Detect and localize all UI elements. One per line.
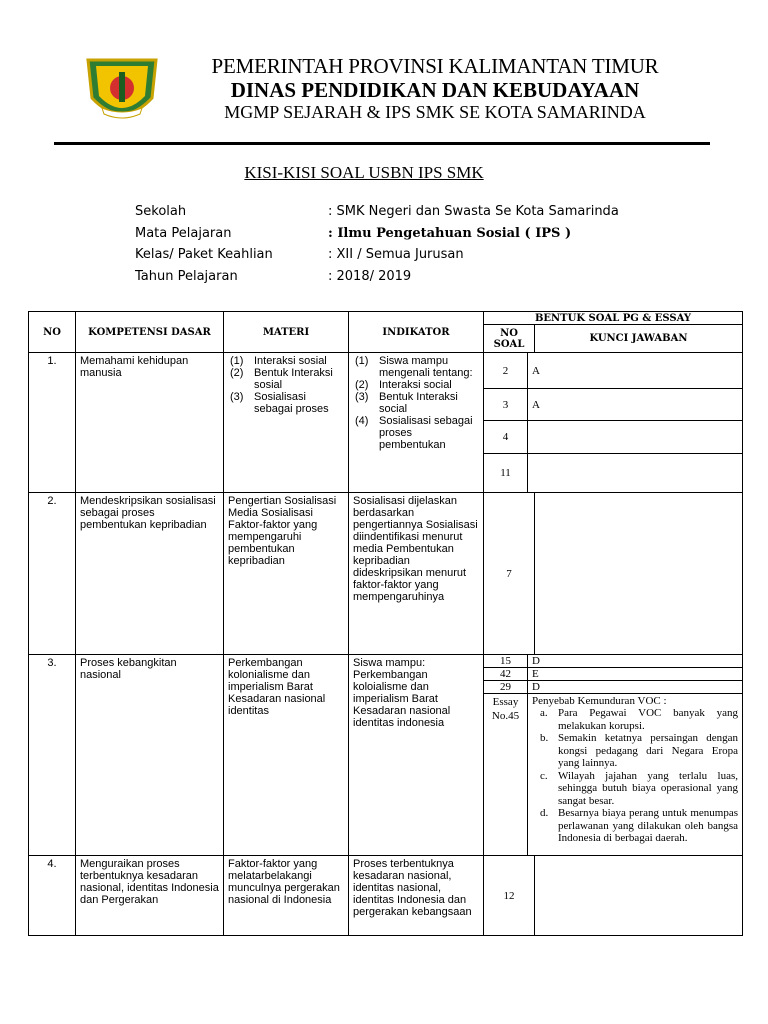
document-title: KISI-KISI SOAL USBN IPS SMK [244,163,484,182]
header-line-3: MGMP SEJARAH & IPS SMK SE KOTA SAMARINDA [224,102,646,122]
list-item: (2) Interaksi social [355,379,452,391]
header-no-soal: NO SOAL [484,325,535,353]
meta-label: Kelas/ Paket Keahlian [135,247,273,262]
indikator-cell: Proses terbentuknya kesadaran nasional, identitas nasional, identitas Indonesia dan pergerakan kebangsaan [353,858,472,918]
meta-label: Mata Pelajaran [135,226,232,241]
essay-number: Essay No.45 [484,694,528,856]
meta-label: Tahun Pelajaran [135,269,238,284]
answer-key: A [528,353,743,389]
row-number: 2. [47,495,57,507]
list-item: (3) Bentuk Interaksi social [355,391,458,415]
answer-key [528,453,743,492]
materi-cell: Perkembangan kolonialisme dan imperialism Barat Kesadaran nasional identitas [228,657,326,717]
list-item: (3) Sosialisasi sebagai proses [230,391,329,415]
header-kompetensi-dasar: KOMPETENSI DASAR [76,312,224,353]
soal-number: 7 [506,567,512,580]
kompetensi-dasar-cell: Mendeskripsikan sosialisasi sebagai proses pembentukan kepribadian [80,495,216,531]
list-item: c. Wilayah jajahan yang terlalu luas, sehingga butuh biaya operasional yang sangat besar. [540,769,738,807]
row-number: 1. [47,355,57,367]
soal-number: 42 [484,668,528,681]
header-bentuk-soal: BENTUK SOAL PG & ESSAY [484,312,743,325]
meta-label: Sekolah [135,204,187,219]
answer-subtable [484,655,742,855]
kompetensi-dasar-cell: Memahami kehidupan manusia [80,355,189,379]
provincial-emblem-icon [82,50,162,130]
essay-answer [528,694,743,856]
answer-key: D [528,655,743,668]
meta-value: : SMK Negeri dan Swasta Se Kota Samarinda [328,204,619,219]
list-item: (1) Siswa mampu mengenali tentang: [355,355,473,379]
header-indikator: INDIKATOR [349,312,484,353]
answer-key: A [528,389,743,421]
indikator-cell: Sosialisasi dijelaskan berdasarkan pengertiannya Sosialisasi diindentifikasi menurut media Pembentukan kepribadian dideskripsikan menurut faktor-faktor yang mempengaruhinya [353,495,478,603]
meta-value: : XII / Semua Jurusan [328,247,464,262]
indikator-cell: Siswa mampu: Perkembangan koloialisme dan imperialism Barat Kesadaran nasional identitas indonesia [353,657,451,729]
kompetensi-dasar-cell: Menguraikan proses terbentuknya kesadaran nasional, identitas Indonesia dan Pergerakan [80,858,219,906]
materi-list [228,355,344,415]
table-row [29,856,743,936]
materi-cell: Faktor-faktor yang melatarbelakangi munculnya pergerakan nasional di Indonesia [228,858,340,906]
list-item: a. Para Pegawai VOC banyak yang melakukan korupsi. [540,707,738,732]
kompetensi-dasar-cell: Proses kebangkitan nasional [80,657,177,681]
header-line-2: DINAS PENDIDIKAN DAN KEBUDAYAAN [230,78,640,102]
soal-number: 15 [484,655,528,668]
header-no: NO [29,312,76,353]
soal-number: 4 [484,421,528,453]
list-item: b. Semakin ketatnya persaingan dengan kongsi pedagang dari Negara Eropa yang lainnya. [540,732,738,769]
list-item: (4) Sosialisasi sebagai proses pembentukan [355,415,473,451]
meta-value: : Ilmu Pengetahuan Sosial ( IPS ) [328,226,572,241]
list-item: d. Besarnya biaya perang untuk menumpas perlawanan yang dilakukan oleh bangsa Indonesia di berbagai daerah. [540,807,738,844]
materi-cell: Pengertian Sosialisasi Media Sosialisasi Faktor-faktor yang mempengaruhi pembentukan kepribadian [228,495,337,567]
header-line-1: PEMERINTAH PROVINSI KALIMANTAN TIMUR [211,54,659,78]
table-row [29,493,743,655]
soal-number: 29 [484,681,528,694]
table-row [29,353,743,493]
soal-number: 2 [484,353,528,389]
meta-value: : 2018/ 2019 [328,269,412,284]
essay-list [532,707,738,845]
answer-key: D [528,681,743,694]
answer-key: E [528,668,743,681]
essay-intro: Penyebab Kemunduran VOC : [532,695,667,707]
row-number: 3. [47,657,57,669]
row-number: 4. [47,858,57,870]
answer-key [528,421,743,453]
header-materi: MATERI [224,312,349,353]
soal-number: 3 [484,389,528,421]
list-item: (2) Bentuk Interaksi sosial [230,367,333,391]
kisi-kisi-table [28,311,743,936]
header-kunci-jawaban: KUNCI JAWABAN [535,325,743,353]
soal-number: 11 [484,453,528,492]
table-row [29,655,743,856]
list-item: (1) Interaksi sosial [230,355,327,367]
indikator-list [353,355,479,451]
soal-number: 12 [503,889,515,902]
answer-subtable [484,353,742,492]
header-divider [54,142,710,145]
